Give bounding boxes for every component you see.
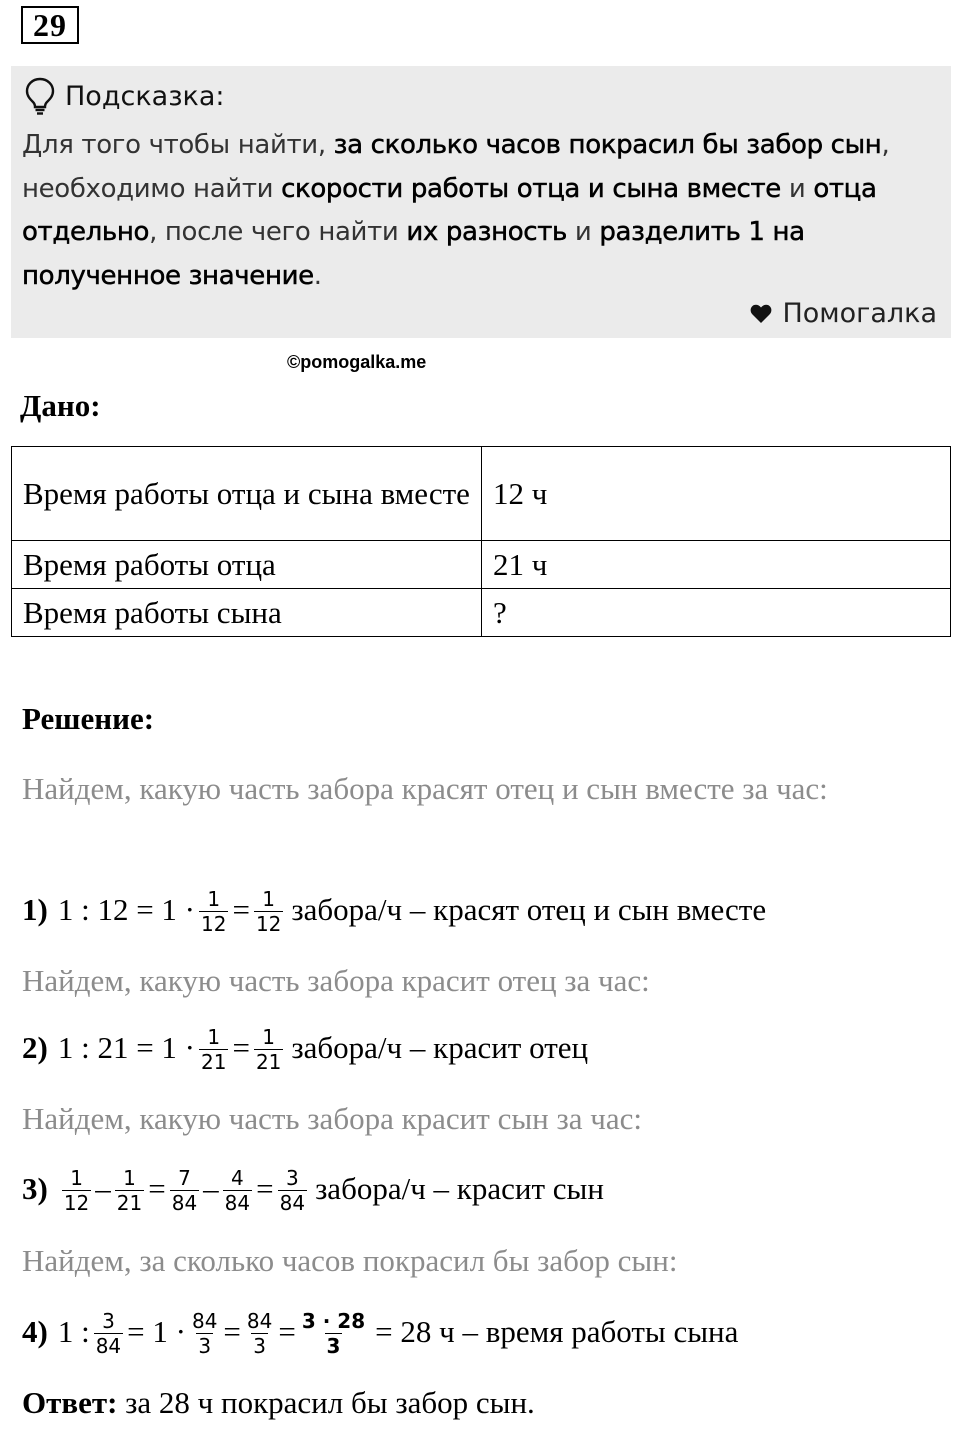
- denominator: 84: [171, 1191, 198, 1215]
- hint-text: [22, 124, 942, 298]
- numerator: 1: [123, 1166, 136, 1190]
- given-label: Время работы отца и сына вместе: [12, 447, 482, 541]
- heart-icon: [750, 304, 772, 324]
- numerator: 3 · 28: [301, 1309, 366, 1333]
- expr: 1 : 21 = 1 ·: [57, 1029, 195, 1065]
- expr-tail: = 28 ч – время работы сына: [375, 1313, 739, 1349]
- given-title: Дано:: [20, 388, 101, 423]
- lightbulb-icon: [25, 77, 55, 115]
- op: = 1 ·: [127, 1313, 186, 1349]
- hint-part: и: [780, 173, 814, 204]
- denominator: 3: [253, 1334, 266, 1358]
- step2-equation: [22, 1023, 588, 1072]
- numerator: 84: [246, 1309, 273, 1333]
- expr: 1 : 12 = 1 ·: [57, 891, 195, 927]
- op: =: [148, 1170, 166, 1206]
- fraction: [245, 1309, 274, 1358]
- hint-part: , необходимо найти: [22, 130, 890, 204]
- given-value: 21 ч: [482, 541, 951, 589]
- hint-brand: [750, 298, 937, 329]
- hint-part: , после чего найти: [149, 217, 407, 247]
- step3-intro: Найдем, какую часть забора красит сын за час:: [22, 1101, 642, 1136]
- step-number: 1): [22, 891, 48, 927]
- fraction: [254, 1025, 283, 1074]
- fraction: [254, 887, 283, 936]
- given-value: 12 ч: [482, 447, 951, 541]
- step1-equation: [22, 885, 766, 934]
- step-number: 3): [22, 1170, 48, 1206]
- fraction: [115, 1166, 144, 1215]
- numerator: 3: [285, 1166, 299, 1190]
- step2-intro: Найдем, какую часть забора красит отец за час:: [22, 963, 650, 998]
- numerator: 1: [207, 887, 221, 911]
- step4-equation: [22, 1307, 738, 1356]
- denominator: 21: [116, 1191, 143, 1215]
- fraction: [62, 1166, 91, 1215]
- hint-part: и: [567, 217, 600, 247]
- hint-part-bold: разделить 1 на полученное значение: [22, 217, 805, 291]
- expr-tail: забора/ч – красят отец и сын вместе: [291, 891, 767, 927]
- table-row: [12, 589, 951, 637]
- op: –: [95, 1170, 111, 1206]
- answer-label: Ответ:: [22, 1385, 118, 1420]
- denominator: 3: [198, 1334, 212, 1358]
- given-label: Время работы сына: [12, 589, 482, 637]
- expr-tail: забора/ч – красит сын: [315, 1170, 604, 1206]
- step-number: 4): [22, 1313, 48, 1349]
- denominator: 21: [255, 1050, 282, 1074]
- fraction: [199, 887, 228, 936]
- hint-part-bold: за сколько часов покрасил бы забор сын: [333, 130, 882, 160]
- numerator: 1: [262, 1025, 276, 1049]
- denominator: 12: [201, 912, 227, 936]
- op: =: [232, 891, 250, 927]
- fraction: [94, 1309, 123, 1358]
- given-value: ?: [482, 589, 951, 637]
- denominator: 84: [279, 1191, 306, 1215]
- hint-box: [11, 66, 951, 338]
- denominator: 21: [201, 1050, 227, 1074]
- denominator: 84: [224, 1191, 251, 1215]
- hint-part: Для того чтобы найти,: [22, 130, 334, 160]
- numerator: 7: [178, 1166, 191, 1190]
- numerator: 4: [231, 1166, 244, 1190]
- denominator: 84: [95, 1334, 122, 1358]
- fraction: [199, 1025, 228, 1074]
- hint-part: .: [313, 260, 322, 291]
- expr-tail: забора/ч – красит отец: [291, 1029, 589, 1065]
- numerator: 84: [191, 1309, 218, 1333]
- fraction: [223, 1166, 252, 1215]
- fraction: [170, 1166, 199, 1215]
- table-row: [12, 447, 951, 541]
- op: =: [278, 1313, 296, 1349]
- op: =: [256, 1170, 274, 1206]
- numerator: 1: [207, 1025, 221, 1049]
- hint-part-bold: их разность: [406, 217, 568, 247]
- hint-part-bold: отца отдельно: [22, 173, 877, 247]
- copyright: ©pomogalka.me: [287, 352, 427, 372]
- fraction: [300, 1309, 367, 1358]
- hint-header: [25, 76, 225, 116]
- step-number: 2): [22, 1029, 48, 1065]
- fraction: [190, 1309, 219, 1358]
- op: =: [232, 1029, 250, 1065]
- answer-text: за 28 ч покрасил бы забор сын.: [117, 1385, 535, 1420]
- given-label: Время работы отца: [12, 541, 482, 589]
- numerator: 3: [102, 1309, 115, 1333]
- given-table: [11, 446, 951, 637]
- numerator: 1: [262, 887, 276, 911]
- fraction: [278, 1166, 307, 1215]
- numerator: 1: [70, 1166, 83, 1190]
- solution-title: Решение:: [22, 701, 155, 736]
- denominator: 3: [326, 1334, 341, 1358]
- answer: [22, 1385, 535, 1421]
- hint-part-bold: скорости работы отца и сына вместе: [281, 173, 781, 204]
- hint-title: Подсказка:: [65, 80, 225, 112]
- denominator: 12: [255, 912, 282, 936]
- table-row: [12, 541, 951, 589]
- op: =: [223, 1313, 241, 1349]
- expr: 1 :: [57, 1313, 90, 1349]
- brand-label: Помогалка: [782, 298, 937, 329]
- task-number: 29: [21, 6, 79, 44]
- step1-intro: Найдем, какую часть забора красят отец и сын вместе за час:: [22, 771, 828, 806]
- op: –: [203, 1170, 219, 1206]
- step3-equation: [22, 1164, 604, 1213]
- step4-intro: Найдем, за сколько часов покрасил бы забор сын:: [22, 1243, 678, 1278]
- denominator: 12: [63, 1191, 90, 1215]
